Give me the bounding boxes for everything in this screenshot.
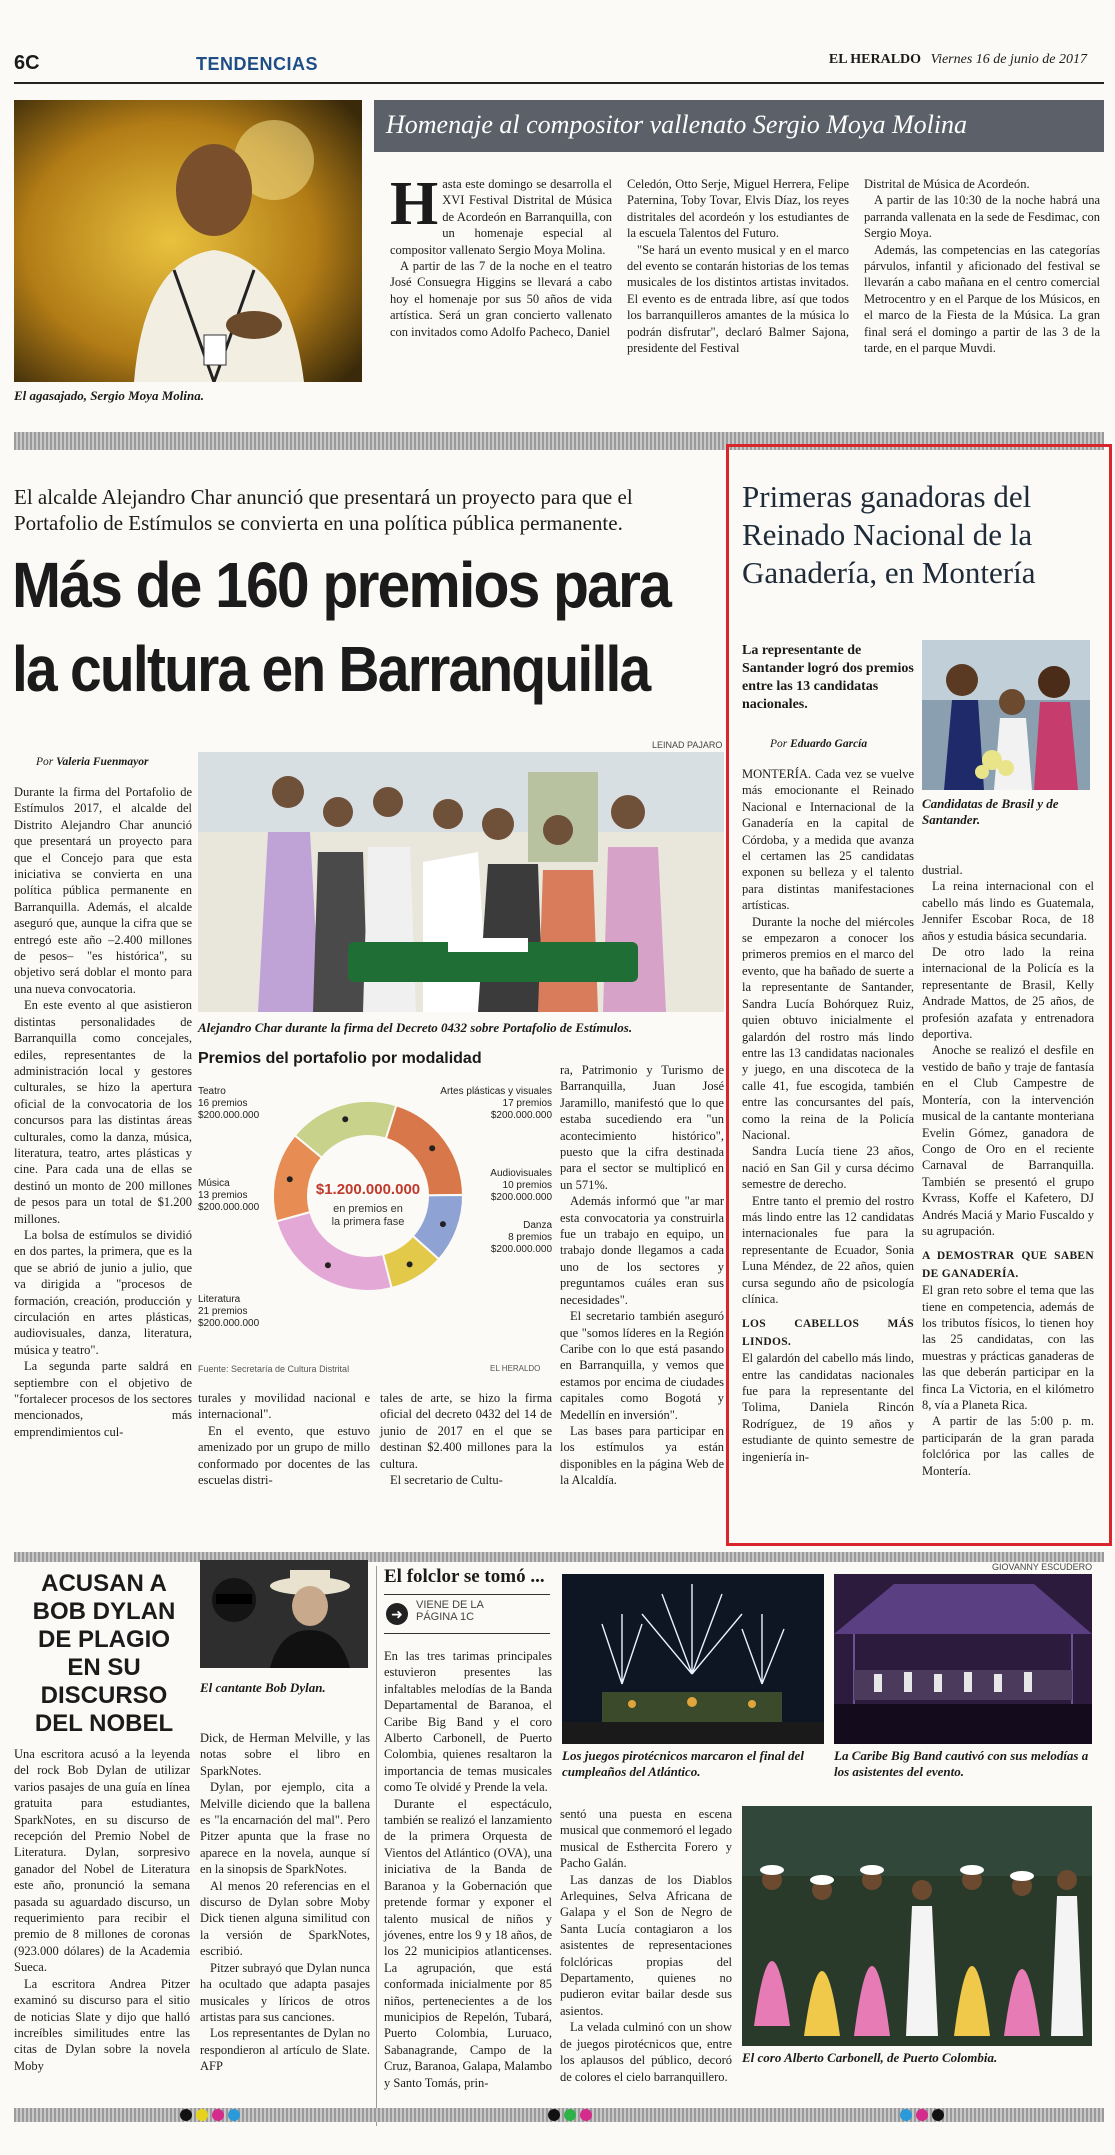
registration-dot xyxy=(916,2109,928,2121)
dylan-p3: Dick, de Herman Melville, y las notas sobre el libro en SparkNotes. xyxy=(200,1731,370,1778)
caption-candidatas: Candidatas de Brasil y de Santander. xyxy=(922,796,1059,827)
section-name: TENDENCIAS xyxy=(196,54,319,74)
folclor-p2: Durante el espectáculo, también se realizó el lanzamiento de la primera Orquesta de Vientos del Atlántico (OVA), una iniciativa de la Banda de Baranoa y la Gobernación que pretende formar y exponer el talento musical de niños y jóvenes, entre los 9 y 18 años, de los 22 municipios atlanticenses. La agrupación, que está conformada inicialmente por 85 niños, pertenecientes a de los municipios de Repelón, Tubará, Puerto Colombia, Luruaco, Sabanagrande, Campo de la Cruz, Baranoa, Galapa, Malambo y Santo Tomás, prin- xyxy=(384,1796,552,2090)
category-label: Música xyxy=(198,1178,230,1189)
reinado-subhead-1: LOS CABELLOS MÁS LINDOS. xyxy=(742,1318,914,1348)
homenaje-p6: A partir de las 10:30 de la noche habrá una parranda vallenata en la sede de Fesdimac, con Sergio Moya. xyxy=(864,193,1100,241)
premios-p6: En el evento, que estuvo amenizado por un grupo de millo conformado por docentes de las escuelas distri- xyxy=(198,1423,370,1488)
reinado-sub1-paragraph xyxy=(742,1315,914,1350)
chart-label-música xyxy=(198,1178,260,1213)
photo-bob-dylan xyxy=(200,1560,368,1668)
by-label: Por xyxy=(770,738,788,750)
homenaje-p3: Celedón, Otto Serje, Miguel Herrera, Felipe Paternina, Toby Tovar, Elvis Díaz, los reyes distritales del acordeón y los estudiantes de la escuela Talentos del Futuro. xyxy=(627,177,849,241)
reinado-p7: La reina internacional con el cabello más lindo es Guatemala, Jennifer Escobar Roca, de 18 años y estudia básica secundaria. xyxy=(922,879,1094,943)
reinado-p6: dustrial. xyxy=(922,863,963,877)
header-rule xyxy=(14,82,1104,84)
count-label: 16 premios xyxy=(198,1098,248,1109)
chart-label-teatro xyxy=(198,1086,260,1121)
premios-p8: El secretario de Cultu- xyxy=(390,1473,503,1488)
folclor-photo-credit: GIOVANNY ESCUDERO xyxy=(992,1562,1093,1572)
premios-col-2 xyxy=(198,1390,370,1488)
drop-cap: H xyxy=(390,170,439,238)
premios-p4: La segunda parte saldrá en septiembre con el objetivo de "fortalecer procesos de los sectores mencionados, más emprendimientos cul- xyxy=(14,1359,192,1439)
chart-label-audiovisuales xyxy=(490,1168,552,1203)
homenaje-title: Homenaje al compositor vallenato Sergio Moya Molina xyxy=(386,110,968,139)
count-label: 8 premios xyxy=(508,1232,552,1243)
homenaje-p4: "Se hará un evento musical y en el marco del evento se contarán historias de los temas musicales de los distintos artistas invitados. El evento es de entrada libre, así que todos los barranquilleros amantes de la música lo podrán disfrutar", declaró Balmer Sajona, presidente del Festival xyxy=(627,242,849,356)
caption-bigband: La Caribe Big Band cautivó con sus melodías a los asistentes del evento. xyxy=(834,1748,1089,1779)
reinado-p4: Entre tanto el premio del rostro más lindo entre las 12 candidatas internacionales fue para la representante de Ecuador, Sonia Luna Méndez, de 22 años, quien cursa segundo año de psicología clínica. xyxy=(742,1193,914,1306)
homenaje-col-1 xyxy=(390,170,612,340)
dylan-col-1 xyxy=(14,1746,190,2074)
dylan-p4: Dylan, por ejemplo, cita a Melville diciendo que la ballena es "la encarnación del mal". Pero Pitzer apunta que la frase no aparece en la novela, aunque sí en la sinopsis de SparkNotes. xyxy=(200,1780,370,1877)
candidates-photo-illustration xyxy=(922,640,1090,790)
caption-dylan: El cantante Bob Dylan. xyxy=(200,1680,326,1695)
registration-dot xyxy=(564,2109,576,2121)
folclor-col-2 xyxy=(560,1806,732,2085)
category-label: Danza xyxy=(523,1220,552,1231)
homenaje-p2: A partir de las 7 de la noche en el teatro José Consuegra Higgins se llevará a cabo hoy el homenaje por sus 50 años de vida artística. Será un gran concierto vallenato con invitados como Adolfo Pacheco, Daniel xyxy=(390,259,612,339)
homenaje-col-3 xyxy=(864,176,1100,356)
dylan-p2: La escritora Andrea Pitzer examinó su discurso para el sitio de noticias Slate y dijo que halló increíbles similitudes entre las citas de Dylan sobre la novela Moby xyxy=(14,1976,190,2073)
reinado-sub2-paragraph xyxy=(922,1247,1094,1282)
singer-photo-illustration xyxy=(14,100,362,382)
reinado-p8: De otro lado la reina internacional de la Policía es la representante de Brasil, Kelly Andrade Mattos, de 25 años, de profesión azafata y entrenadora deportiva. xyxy=(922,945,1094,1042)
premios-col-1 xyxy=(14,784,192,1440)
arrow-right-icon: ➜ xyxy=(386,1603,408,1625)
count-label: 17 premios xyxy=(502,1098,552,1109)
folclor-p1: En las tres tarimas principales estuvieron presentes las infaltables melodías de la Banda Departamental de Baranoa, el Caribe Big Band y el coro Alberto Carbonell, de Puerto Colombia, quienes resaltaron la importancia de temas musicales como Te olvidé y Prende la vela. xyxy=(384,1649,552,1795)
reinado-p11: A partir de las 5:00 p. m. participarán de la gran parada folclórica por las calles de Montería. xyxy=(922,1414,1094,1478)
dylan-headline: ACUSAN A BOB DYLAN DE PLAGIO EN SU DISCURSO DEL NOBEL xyxy=(32,1570,176,1737)
photo-coro xyxy=(742,1806,1092,2046)
reinado-subhead-2: A DEMOSTRAR QUE SABEN DE GANADERÍA. xyxy=(922,1250,1094,1280)
bigband-photo-illustration xyxy=(834,1574,1092,1744)
leader-dot xyxy=(429,1145,435,1151)
fireworks-photo-illustration xyxy=(562,1574,824,1744)
viene-line-1: VIENE DE LA xyxy=(416,1599,484,1611)
separator-band-2 xyxy=(14,1552,1104,1562)
registration-dot xyxy=(580,2109,592,2121)
signing-photo-illustration xyxy=(198,752,724,1012)
dylan-col-2 xyxy=(200,1730,370,2075)
dylan-p7: Los representantes de Dylan no respondieron al artículo de Slate. AFP xyxy=(200,2026,370,2074)
registration-dot xyxy=(180,2109,192,2121)
photo-credit: LEINAD PAJARO xyxy=(652,740,723,750)
premios-p3: La bolsa de estímulos se dividió en dos partes, la primera, que es la que se abrió de junio a julio, que va dirigida a "procesos de formación, creación, producción y circulación en artes plásticas, audiovisuales, danza, literatura, música y teatro". xyxy=(14,1227,192,1357)
caption-sergio: El agasajado, Sergio Moya Molina. xyxy=(14,388,204,403)
center-label: la primera fase xyxy=(331,1216,405,1228)
chart-credit: EL HERALDO xyxy=(490,1364,541,1373)
category-label: Literatura xyxy=(198,1294,241,1305)
folclor-p3: sentó una puesta en escena musical que conmemoró el legado musical de Esthercita Forero y Pacho Galán. xyxy=(560,1807,732,1871)
leader-dot xyxy=(407,1261,413,1267)
homenaje-p5: Distrital de Música de Acordeón. xyxy=(864,177,1030,191)
premios-p5: turales y movilidad nacional e internacional". xyxy=(198,1391,370,1422)
dylan-divider xyxy=(376,1566,377,2126)
by-label: Por xyxy=(36,756,54,768)
author-name: Valeria Fuenmayor xyxy=(56,756,149,768)
reinado-p2: Durante la noche del miércoles se empezaron a conocer los primeros premios en el marco del evento, que ha bañado de suerte a la representante de Santander, Sandra Lucía Bohórquez Ruiz, quien obtuvo inicialmente el galardón del rostro más lindo entre las 13 candidatas nacionales y juego, en una discoteca de la calle 41, fue escogida, también entre las concursantes del país, como la reina de la Policía Nacional. xyxy=(742,914,914,1142)
leader-dot xyxy=(440,1221,446,1227)
registration-dot xyxy=(196,2109,208,2121)
amount-label: $200.000.000 xyxy=(198,1110,260,1121)
leader-dot xyxy=(342,1116,348,1122)
dylan-p1: Una escritora acusó a la leyenda del rock Bob Dylan de utilizar varios pasajes de una guía en línea gratuita para estudiantes, SparkNotes, en su discurso de recepción del Premio Nobel de Literatura. Dylan, sorpresivo ganador del Nobel de Literatura este año, pronunció la semana pasada su aguardado discurso, un requerimiento para recibir el premio de 8 millones de coronas (923.000 dólares) de la Academia Sueca. xyxy=(14,1747,190,1975)
premios-p9: ra, Patrimonio y Turismo de Barranquilla, Juan José Jaramillo, manifestó que lo que estaba sucediendo era "un acontecimiento histórico", puesto que la cifra destinada para el sector se multiplicó en un 571%. xyxy=(560,1063,724,1192)
newspaper-name: EL HERALDO xyxy=(828,52,922,67)
premios-p12: Las bases para participar en los estímulos ya están disponibles en la página Web de la Alcaldía. xyxy=(560,1423,724,1488)
dylan-photo-illustration xyxy=(200,1560,368,1668)
folclor-p5: La velada culminó con un show de juegos pirotécnicos que, entre los aplausos del público, decoró de colores el cielo barranquillero. xyxy=(560,2020,732,2084)
leader-dot xyxy=(325,1262,331,1268)
reinado-p10: El gran reto sobre el tema que las tiene en competencia, además de los tributos físicos, lo tienen hoy las 25 candidatas, con las muestras y prácticas ganaderas de las que deberán participar en la finca La Victoria, en el kilómetro 8, vía a Planeta Rica. xyxy=(922,1283,1094,1412)
chart-title: Premios del portafolio por modalidad xyxy=(198,1050,482,1067)
photo-fuegos xyxy=(562,1574,824,1744)
registration-dot xyxy=(932,2109,944,2121)
amount-label: $200.000.000 xyxy=(490,1244,552,1255)
caption-coro: El coro Alberto Carbonell, de Puerto Colombia. xyxy=(742,2050,998,2065)
premios-headline-2: la cultura en Barranquilla xyxy=(12,633,650,705)
reinado-title xyxy=(742,478,1102,592)
premios-col-4 xyxy=(560,1062,724,1489)
amount-label: $200.000.000 xyxy=(198,1202,260,1213)
chart-label-artes-plásticas-y-visuales xyxy=(440,1086,552,1121)
author-name: Eduardo García xyxy=(790,738,868,750)
amount-label: $200.000.000 xyxy=(490,1192,552,1203)
reinado-p1: MONTERÍA. Cada vez se vuelve más emocionante el Reinado Nacional e Internacional de la Ganadería en la capital de Córdoba, y a medida que avanza el certamen las 25 candidatas exponen su belleza y el talento para distintas manifestaciones artísticas. xyxy=(742,767,914,913)
dylan-p6: Pitzer subrayó que Dylan nunca ha ocultado que adapta pasajes musicales y líricos de otros artistas para sus canciones. xyxy=(200,1960,370,2024)
chart-label-danza xyxy=(491,1220,552,1255)
amount-label: $200.000.000 xyxy=(198,1318,260,1329)
premios-p10: Además informó que "ar mar esta convocatoria ya construirla fue un trabajo en equipo, un trabajo donde llegamos a cada uno de los sectores y preguntamos cuáles eran sus necesidades". xyxy=(560,1194,724,1307)
viene-line-2: PÁGINA 1C xyxy=(416,1611,475,1623)
registration-dot xyxy=(212,2109,224,2121)
homenaje-col-2 xyxy=(627,176,849,356)
reinado-summary: La representante de Santander logró dos premios entre las 13 candidatas nacionales. xyxy=(742,643,914,712)
premios-col-3 xyxy=(380,1390,552,1488)
count-label: 10 premios xyxy=(502,1180,552,1191)
premios-p11: El secretario también aseguró que "somos líderes en la Región Caribe con lo que está pasando en Barranquilla, y vemos que estamos por encima de ciudades capitales como Bogotá y Medellín en inversión". xyxy=(560,1309,724,1422)
count-label: 13 premios xyxy=(198,1190,248,1201)
photo-sergio-moya xyxy=(14,100,362,382)
center-value: $1.200.000.000 xyxy=(315,1181,421,1198)
photo-candidatas xyxy=(922,640,1090,790)
reinado-col-1 xyxy=(742,766,914,1465)
choir-photo-illustration xyxy=(742,1806,1092,2046)
viene-de-link[interactable] xyxy=(384,1594,550,1634)
reinado-title-2: Reinado Nacional de la xyxy=(742,517,1033,552)
issue-date: Viernes 16 de junio de 2017 xyxy=(930,52,1087,67)
caption-firma: Alejandro Char durante la firma del Decreto 0432 sobre Portafolio de Estímulos. xyxy=(198,1020,633,1035)
registration-dot xyxy=(228,2109,240,2121)
photo-bigband xyxy=(834,1574,1092,1744)
registration-dot xyxy=(900,2109,912,2121)
donut-chart xyxy=(198,1076,552,1356)
leader-dot xyxy=(287,1176,293,1182)
homenaje-p1: asta este domingo se desarrolla el XVI Festival Distrital de Música de Acordeón en Barranquilla, con un homenaje especial al compositor vallenato Sergio Moya Molina. xyxy=(390,177,612,257)
center-label: en premios en xyxy=(333,1203,403,1215)
premios-headline-1: Más de 160 premios para xyxy=(12,549,671,621)
caption-fuegos: Los juegos pirotécnicos marcaron el final del cumpleaños del Atlántico. xyxy=(562,1748,804,1779)
reinado-p5: El galardón del cabello más lindo, entre las candidatas nacionales fue para la representante del Tolima, Daniela Rincón Rodríguez, de 19 años y estudiante de quinto semestre de ingeniería in- xyxy=(742,1351,914,1464)
category-label: Teatro xyxy=(198,1086,226,1097)
reinado-title-3: Ganadería, en Montería xyxy=(742,555,1036,590)
folclor-title: El folclor se tomó ... xyxy=(384,1566,545,1587)
dylan-p5: Al menos 20 referencias en el discurso de Dylan sobre Moby Dick tienen alguna similitud con la versión de SparkNotes, escribió. xyxy=(200,1878,370,1959)
homenaje-p7: Además, las competencias en las categorías párvulos, infantil y aficionado del festival se llevarán a cabo mañana en el centro comercial Metrocentro y en el Parque de los Músicos, en el marco de la Fiesta de la Música. La gran final será el domingo a partir de las 3 de la tarde, en el parque Muvdi. xyxy=(864,242,1100,356)
masthead xyxy=(829,52,1087,68)
premios-kicker: El alcalde Alejandro Char anunció que presentará un proyecto para que el Portafolio de Estímulos se convierta en una política pública permanente. xyxy=(14,485,633,535)
amount-label: $200.000.000 xyxy=(490,1110,552,1121)
premios-p2: En este evento al que asistieron distintas personalidades de Barranquilla como concejales, ediles, representantes de la administración local y gestores culturales, se hizo la apertura oficial de la convocatoria de los concursos para las distintas áreas culturales, como la danza, música, literatura, teatro, artes plásticas y cine. Para cada una de ellas se destinó un monto de 200 millones de pesos para un total de $1.200 millones. xyxy=(14,998,192,1226)
premios-byline xyxy=(36,756,148,768)
chart-source: Fuente: Secretaría de Cultura Distrital xyxy=(198,1364,350,1374)
reinado-p3: Sandra Lucía tiene 23 años, nació en San Gil y cursa décimo semestre de derecho. xyxy=(742,1144,914,1192)
category-label: Artes plásticas y visuales xyxy=(440,1086,552,1097)
folclor-p4: Las danzas de los Diablos Arlequines, Selva Africana de Galapa y el Son de Negro de Santa Lucía contagiaron a los asistentes de representaciones folclóricas propias del Departamento, quienes no pudieron evitar bailar desde sus asientos. xyxy=(560,1872,732,2018)
premios-p1: Durante la firma del Portafolio de Estímulos 2017, el alcalde del Distrito Alejandro Char anunció que presentará un proyecto para que el Concejo para que esta iniciativa se convierta en una política pública permanente en Barranquilla. Además, el alcalde aseguró que, aunque la cifra que se entregó este año –2.400 millones de pesos– "es histórica", su objetivo será doblar el monto para una nueva convocatoria. xyxy=(14,785,192,996)
chart-label-literatura xyxy=(198,1294,260,1329)
folclor-col-1 xyxy=(384,1648,552,2091)
reinado-title-1: Primeras ganadoras del xyxy=(742,479,1032,514)
photo-firma-decreto xyxy=(198,752,724,1012)
page-number: 6C xyxy=(14,52,40,74)
reinado-byline xyxy=(770,738,867,750)
count-label: 21 premios xyxy=(198,1306,248,1317)
category-label: Audiovisuales xyxy=(490,1168,552,1179)
registration-dot xyxy=(548,2109,560,2121)
chart-box xyxy=(198,1050,552,1380)
reinado-col-2 xyxy=(922,862,1094,1479)
premios-p7: tales de arte, se hizo la firma oficial del decreto 0432 del 14 de junio de 2017 en el que se destinan $2.400 millones para la cultura. xyxy=(380,1391,552,1471)
reinado-p9: Anoche se realizó el desfile en vestido de baño y traje de fantasía en el Club Campestre de Montería, con la intervención musical de la cantante monteriana Evelin Gómez, ganadora de Congo de Oro en el reciente Carnaval de Barranquilla. También se presentó el grupo Kvrass, Koffe el Kafetero, DJ Andrés Maciá y Mario Fuscaldo y su agrupación. xyxy=(922,1043,1094,1238)
